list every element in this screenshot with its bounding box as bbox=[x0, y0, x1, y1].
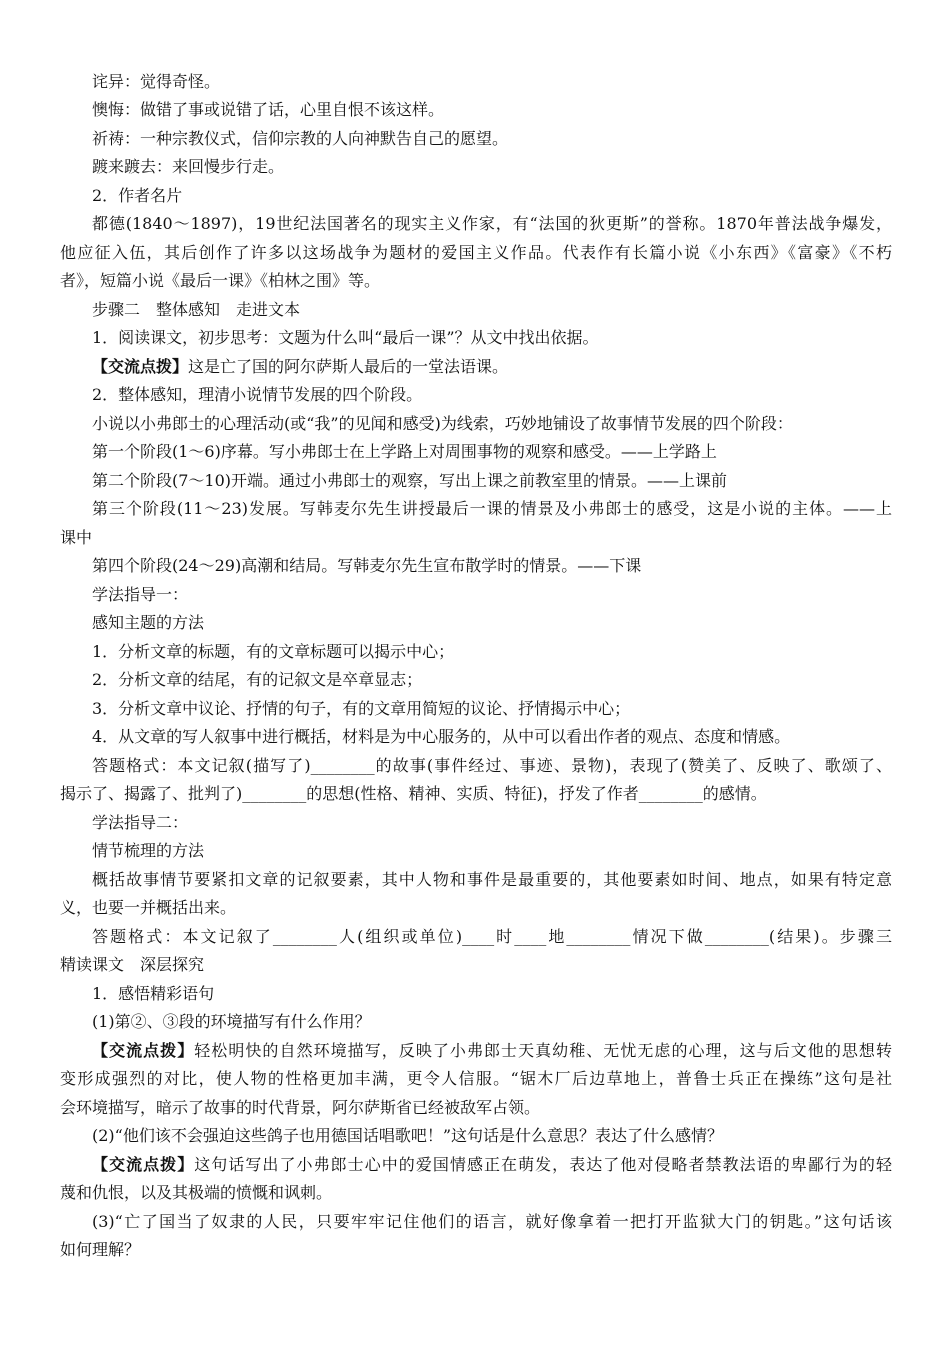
text-line: 踱来踱去：来回慢步行走。 bbox=[92, 157, 285, 176]
answer-text: 这句话写出了小弗郎士心中的爱国情感正在萌发，表达了他对侵略者禁教法语的卑鄙行为的轻 bbox=[194, 1155, 892, 1174]
answer-text: 这是亡了国的阿尔萨斯人最后的一堂法语课。 bbox=[188, 357, 509, 376]
answer-text: 轻松明快的自然环境描写，反映了小弗郎士天真幼稚、无忧无虑的心理，这与后文他的思想转 bbox=[194, 1041, 892, 1060]
text-line: 1．分析文章的标题，有的文章标题可以揭示中心； bbox=[92, 642, 455, 661]
text-line: 概括故事情节要紧扣文章的记叙要素，其中人物和事件是最重要的，其他要素如时间、地点，如果有特定意 bbox=[92, 870, 892, 889]
text-line: 懊悔：做错了事或说错了话，心里自恨不该这样。 bbox=[92, 100, 445, 119]
text-line: 变形成强烈的对比，使人物的性格更加丰满，更令人信服。“锯木厂后边草地上，普鲁士兵正在操练”这句是社 bbox=[60, 1069, 892, 1088]
text-line: 情节梳理的方法 bbox=[92, 841, 205, 860]
text-line: 揭示了、揭露了、批判了)________的思想(性格、精神、实质、特征)，抒发了作者________的感情。 bbox=[60, 784, 767, 803]
text-line: 他应征入伍，其后创作了许多以这场战争为题材的爱国主义作品。代表作有长篇小说《小东西》《富豪》《不朽 bbox=[60, 243, 892, 262]
text-line: 3．分析文章中议论、抒情的句子，有的文章用简短的议论、抒情揭示中心； bbox=[92, 699, 631, 718]
text-line: 4．从文章的写人叙事中进行概括，材料是为中心服务的，从中可以看出作者的观点、态度和情感。 bbox=[92, 727, 791, 746]
question-line: (2)“他们该不会强迫这些鸽子也用德国话唱歌吧！”这句话是什么意思？表达了什么感情？ bbox=[92, 1126, 724, 1145]
text-line: 会环境描写，暗示了故事的时代背景，阿尔萨斯省已经被敌军占领。 bbox=[60, 1098, 541, 1117]
text-line: 蔑和仇恨，以及其极端的愤慨和讽刺。 bbox=[60, 1183, 333, 1202]
tip-tag: 【交流点拨】 bbox=[92, 1041, 195, 1060]
tip-tag: 【交流点拨】 bbox=[92, 357, 189, 376]
answer-line bbox=[92, 1041, 892, 1061]
answer-line bbox=[92, 357, 892, 377]
question-line: 2．整体感知，理清小说情节发展的四个阶段。 bbox=[92, 385, 423, 404]
text-line: 第一个阶段(1～6)序幕。写小弗郎士在上学路上对周围事物的观察和感受。——上学路上 bbox=[92, 442, 717, 461]
text-line: 第四个阶段(24～29)高潮和结局。写韩麦尔先生宣布散学时的情景。——下课 bbox=[92, 556, 642, 575]
text-line: 感知主题的方法 bbox=[92, 613, 205, 632]
text-line: 1．感悟精彩语句 bbox=[92, 984, 215, 1003]
text-line: 小说以小弗郎士的心理活动(或“我”的见闻和感受)为线索，巧妙地铺设了故事情节发展的四个阶段： bbox=[92, 414, 793, 433]
question-line: (3)“亡了国当了奴隶的人民，只要牢牢记住他们的语言，就好像拿着一把打开监狱大门的钥匙。”这句话该 bbox=[92, 1212, 892, 1231]
text-line: 答题格式：本文记叙(描写了)________的故事(事件经过、事迹、景物)，表现了(赞美了、反映了、歌颂了、 bbox=[92, 756, 892, 775]
text-line: 学法指导一： bbox=[92, 585, 189, 604]
question-line: (1)第②、③段的环境描写有什么作用？ bbox=[92, 1012, 371, 1031]
answer-line bbox=[92, 1155, 892, 1175]
text-line: 祈祷：一种宗教仪式，信仰宗教的人向神默告自己的愿望。 bbox=[92, 129, 509, 148]
text-line: 都德(1840～1897)，19世纪法国著名的现实主义作家，有“法国的狄更斯”的誉称。1870年普法战争爆发， bbox=[92, 214, 892, 233]
step-heading: 步骤二 整体感知 走进文本 bbox=[92, 300, 301, 319]
text-line: 第二个阶段(7～10)开端。通过小弗郎士的观察，写出上课之前教室里的情景。——上课前 bbox=[92, 471, 728, 490]
text-line: 答题格式：本文记叙了________人(组织或单位)____时____地________情况下做________(结果)。步骤三 bbox=[92, 927, 892, 946]
question-line: 1．阅读课文，初步思考：文题为什么叫“最后一课”？从文中找出依据。 bbox=[92, 328, 599, 347]
text-line: 2．分析文章的结尾，有的记叙文是卒章显志； bbox=[92, 670, 423, 689]
text-line: 精读课文 深层探究 bbox=[60, 955, 205, 974]
tip-tag: 【交流点拨】 bbox=[92, 1155, 195, 1174]
text-line: 诧异：觉得奇怪。 bbox=[92, 72, 221, 91]
section-heading: 2．作者名片 bbox=[92, 186, 183, 205]
text-line: 义，也要一并概括出来。 bbox=[60, 898, 237, 917]
text-line: 者》，短篇小说《最后一课》《柏林之围》等。 bbox=[60, 271, 381, 290]
text-line: 第三个阶段(11～23)发展。写韩麦尔先生讲授最后一课的情景及小弗郎士的感受，这是小说的主体。——上 bbox=[92, 499, 892, 518]
text-line: 课中 bbox=[60, 528, 93, 547]
text-line: 学法指导二： bbox=[92, 813, 189, 832]
text-line: 如何理解？ bbox=[60, 1240, 141, 1259]
